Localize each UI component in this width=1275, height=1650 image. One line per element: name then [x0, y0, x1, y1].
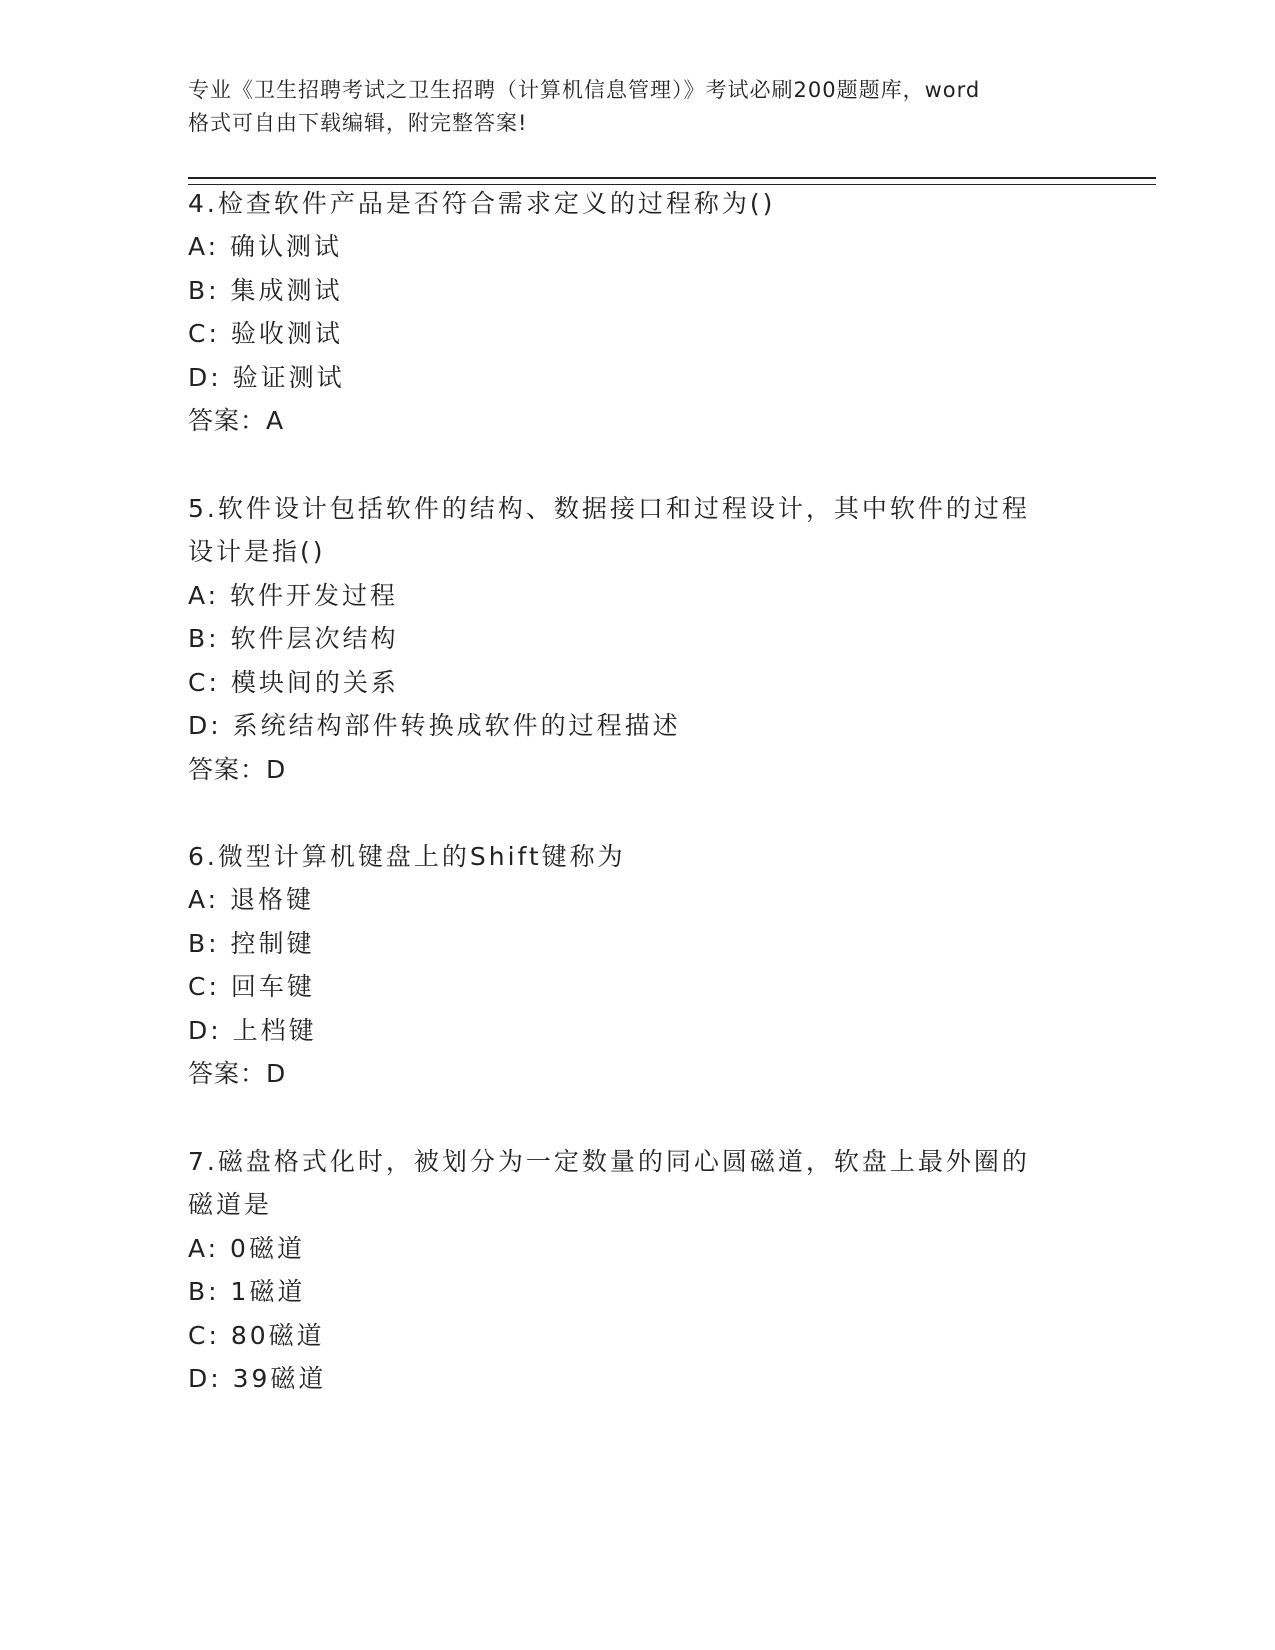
question-4-stem: 4.检查软件产品是否符合需求定义的过程称为() — [188, 189, 776, 218]
question-4-option-c: C: 验收测试 — [188, 319, 343, 348]
question-4-option-a: A: 确认测试 — [188, 232, 343, 261]
question-7-stem-line-2: 磁道是 — [188, 1190, 273, 1219]
question-7-option-d: D: 39磁道 — [188, 1364, 327, 1393]
question-5-option-a: A: 软件开发过程 — [188, 581, 399, 610]
question-7-option-a: A: 0磁道 — [188, 1234, 305, 1263]
question-5-stem-line-2: 设计是指() — [188, 537, 326, 566]
question-6-answer: 答案：D — [188, 1059, 287, 1088]
question-5-option-d: D: 系统结构部件转换成软件的过程描述 — [188, 711, 681, 740]
question-5-answer: 答案：D — [188, 755, 287, 784]
question-6-stem: 6.微型计算机键盘上的Shift键称为 — [188, 842, 626, 871]
question-6-option-d: D: 上档键 — [188, 1016, 317, 1045]
question-6-option-a: A: 退格键 — [188, 885, 315, 914]
question-7-option-b: B: 1磁道 — [188, 1277, 306, 1306]
question-7-stem-line-1: 7.磁盘格式化时，被划分为一定数量的同心圆磁道，软盘上最外圈的 — [188, 1147, 1030, 1176]
question-7-option-c: C: 80磁道 — [188, 1321, 325, 1350]
question-4-option-d: D: 验证测试 — [188, 363, 345, 392]
header-line-2: 格式可自由下载编辑，附完整答案! — [188, 111, 528, 135]
question-5-option-c: C: 模块间的关系 — [188, 668, 399, 697]
question-5-option-b: B: 软件层次结构 — [188, 624, 399, 653]
question-4-option-b: B: 集成测试 — [188, 276, 343, 305]
question-6-option-b: B: 控制键 — [188, 929, 315, 958]
question-5-stem-line-1: 5.软件设计包括软件的结构、数据接口和过程设计，其中软件的过程 — [188, 494, 1030, 523]
header-line-1: 专业《卫生招聘考试之卫生招聘（计算机信息管理）》考试必刷200题题库，word — [188, 78, 981, 102]
header-divider — [188, 177, 1156, 185]
question-4-answer: 答案：A — [188, 406, 285, 435]
document-header — [188, 74, 1088, 140]
question-6-option-c: C: 回车键 — [188, 972, 315, 1001]
